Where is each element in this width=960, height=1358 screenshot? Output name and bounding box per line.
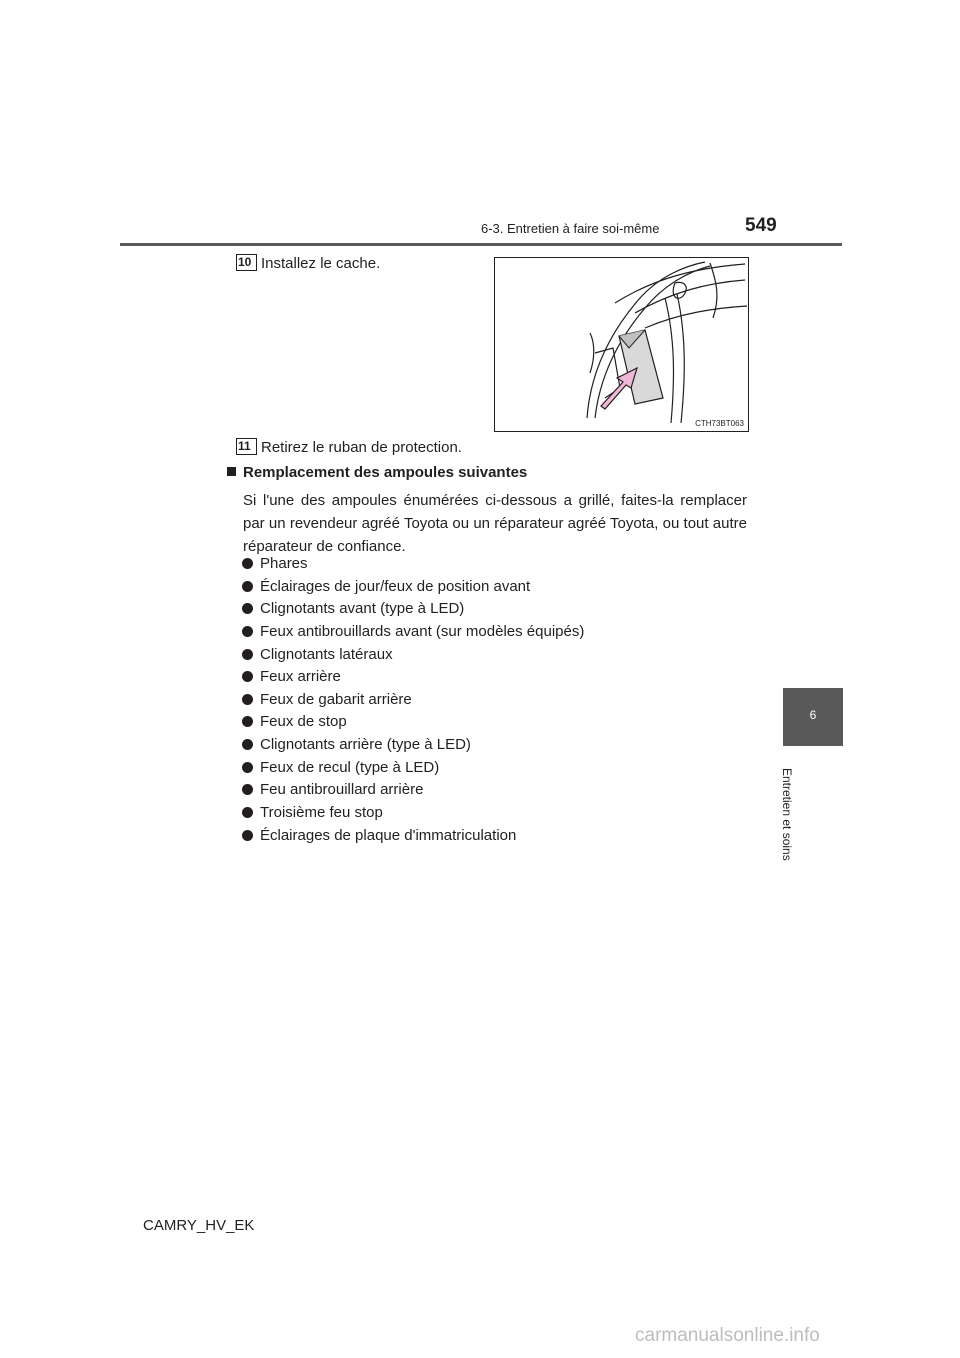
- header-rule: [120, 243, 842, 246]
- bullet-icon: [242, 830, 253, 841]
- heading-square-icon: [227, 467, 236, 476]
- chapter-title: Entretien et soins: [780, 768, 794, 861]
- list-item: Clignotants latéraux: [242, 644, 584, 667]
- car-interior-drawing: [495, 258, 750, 433]
- bullet-icon: [242, 784, 253, 795]
- bullet-icon: [242, 671, 253, 682]
- list-item: Feu antibrouillard arrière: [242, 779, 584, 802]
- page-number: 549: [745, 215, 777, 236]
- footer-model-code: CAMRY_HV_EK: [143, 1217, 255, 1234]
- list-item: Clignotants avant (type à LED): [242, 598, 584, 621]
- list-item: Feux de recul (type à LED): [242, 757, 584, 780]
- bullet-icon: [242, 716, 253, 727]
- chapter-title-vertical: [780, 768, 804, 868]
- header-section-title: 6-3. Entretien à faire soi-même: [481, 221, 660, 236]
- list-item: Feux de stop: [242, 711, 584, 734]
- list-item: Feux arrière: [242, 666, 584, 689]
- section-paragraph: Si l'une des ampoules énumérées ci-dessous a grillé, faites-la remplacer par un revendeur agréé Toyota ou un réparateur agréé Toyota, ou tout autre réparateur de confiance.: [243, 492, 747, 555]
- chapter-tab[interactable]: [783, 688, 843, 746]
- list-item: Feux de gabarit arrière: [242, 689, 584, 712]
- section-heading-text: Remplacement des ampoules suivantes: [243, 464, 528, 481]
- list-item: Phares: [242, 553, 584, 576]
- step-text-10: Installez le cache.: [261, 255, 381, 272]
- step-number-10: 10: [236, 254, 257, 271]
- list-item: Clignotants arrière (type à LED): [242, 734, 584, 757]
- section-heading: [227, 464, 527, 481]
- bullet-icon: [242, 807, 253, 818]
- bullet-icon: [242, 626, 253, 637]
- list-item: Troisième feu stop: [242, 802, 584, 825]
- bullet-icon: [242, 603, 253, 614]
- bullet-icon: [242, 694, 253, 705]
- bullet-icon: [242, 581, 253, 592]
- chapter-number: 6: [809, 708, 817, 722]
- bullet-icon: [242, 762, 253, 773]
- list-item: Feux antibrouillards avant (sur modèles équipés): [242, 621, 584, 644]
- bullet-icon: [242, 739, 253, 750]
- step-text-11: Retirez le ruban de protection.: [261, 439, 462, 456]
- step-number-11: 11: [236, 438, 257, 455]
- list-item: Éclairages de jour/feux de position avant: [242, 576, 584, 599]
- bullet-icon: [242, 649, 253, 660]
- list-item: Éclairages de plaque d'immatriculation: [242, 825, 584, 848]
- figure-code: CTH73BT063: [695, 419, 744, 428]
- bullet-icon: [242, 558, 253, 569]
- cover-install-illustration: [494, 257, 749, 432]
- bulb-list: [242, 553, 584, 847]
- watermark: carmanualsonline.info: [635, 1325, 820, 1346]
